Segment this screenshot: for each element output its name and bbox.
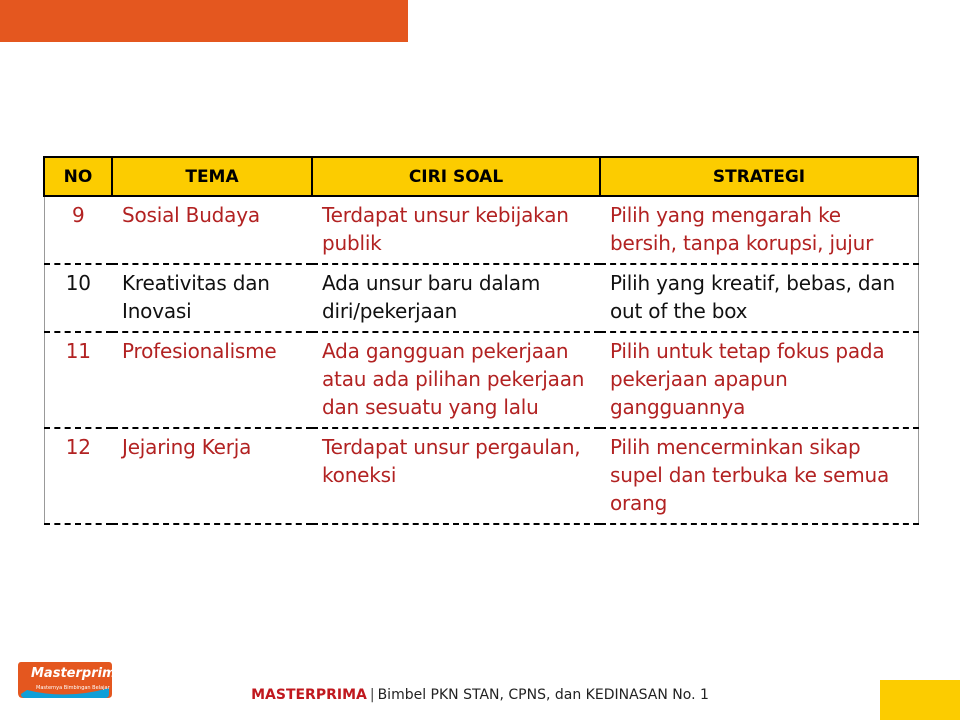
cell-ciri-soal: Terdapat unsur pergaulan, koneksi <box>312 428 600 524</box>
cell-ciri-soal: Terdapat unsur kebijakan publik <box>312 196 600 264</box>
logo-wordmark: Masterprima <box>31 666 125 681</box>
table-header-row <box>44 157 918 196</box>
cell-strategi: Pilih untuk tetap fokus pada pekerjaan apapun gangguannya <box>600 332 918 428</box>
header-no: NO <box>44 157 112 196</box>
footer <box>0 687 960 703</box>
footer-text: Bimbel PKN STAN, CPNS, dan KEDINASAN No. 1 <box>377 687 709 703</box>
table-row <box>44 428 918 524</box>
corner-accent-block <box>880 680 960 720</box>
cell-tema: Kreativitas dan Inovasi <box>112 264 312 332</box>
cell-tema: Jejaring Kerja <box>112 428 312 524</box>
cell-ciri-soal: Ada gangguan pekerjaan atau ada pilihan pekerjaan dan sesuatu yang lalu <box>312 332 600 428</box>
table-row <box>44 264 918 332</box>
cell-tema: Sosial Budaya <box>112 196 312 264</box>
cell-strategi: Pilih yang mengarah ke bersih, tanpa korupsi, jujur <box>600 196 918 264</box>
cell-strategi: Pilih yang kreatif, bebas, dan out of the box <box>600 264 918 332</box>
top-accent-bar <box>0 0 408 42</box>
header-ciri-soal: CIRI SOAL <box>312 157 600 196</box>
cell-ciri-soal: Ada unsur baru dalam diri/pekerjaan <box>312 264 600 332</box>
footer-brand: MASTERPRIMA <box>251 687 367 703</box>
table-row <box>44 196 918 264</box>
cell-strategi: Pilih mencerminkan sikap supel dan terbuka ke semua orang <box>600 428 918 524</box>
table-row <box>44 332 918 428</box>
footer-separator: | <box>369 687 375 703</box>
cell-no: 9 <box>44 196 112 264</box>
cell-no: 10 <box>44 264 112 332</box>
header-tema: TEMA <box>112 157 312 196</box>
strategy-table <box>43 156 919 525</box>
cell-no: 12 <box>44 428 112 524</box>
logo-tagline: Masternya Bimbingan Belajar <box>36 685 110 691</box>
header-strategi: STRATEGI <box>600 157 918 196</box>
cell-tema: Profesionalisme <box>112 332 312 428</box>
cell-no: 11 <box>44 332 112 428</box>
